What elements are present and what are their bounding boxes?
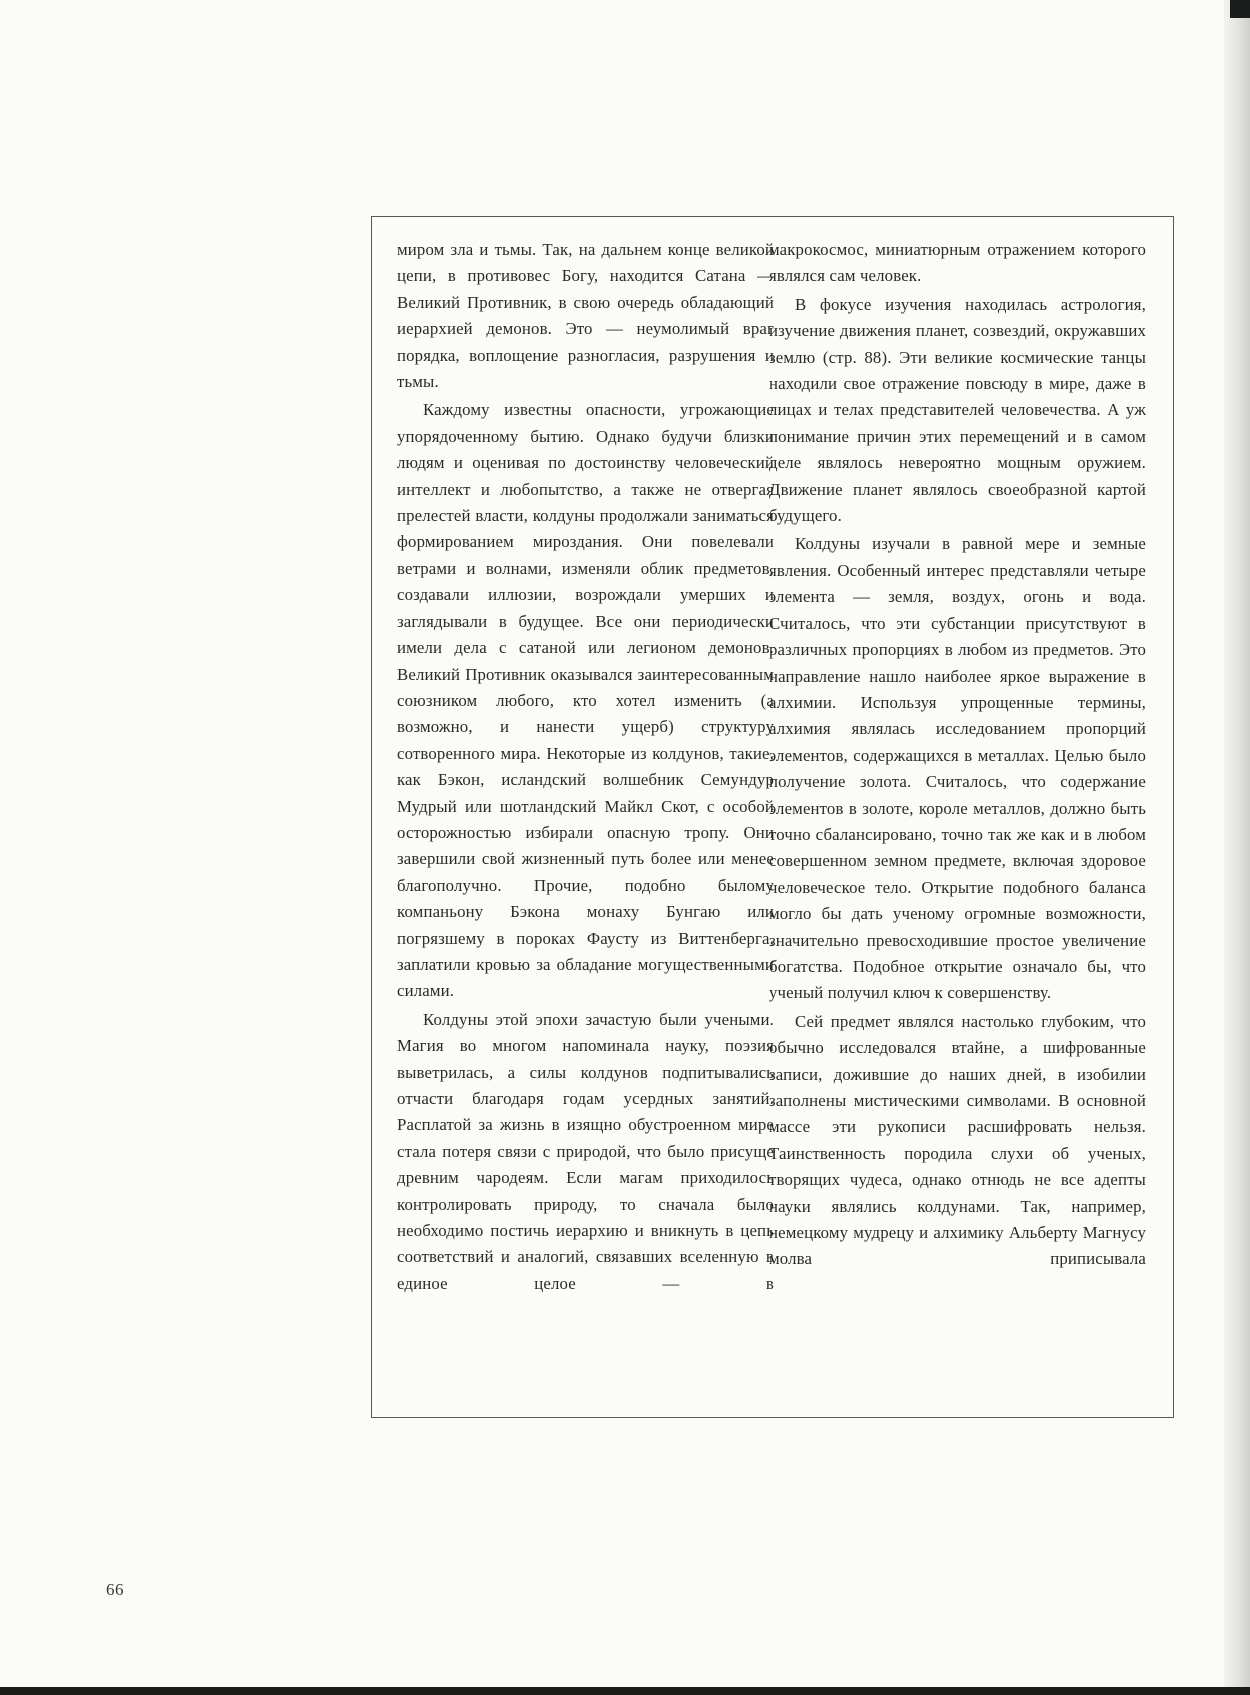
page-number: 66 [106,1580,124,1599]
scan-corner-mark [1230,0,1250,18]
paragraph: миром зла и тьмы. Так, на дальнем конце великой цепи, в противовес Богу, находится Сатана — Великий Противник, в свою очередь обладающий иерархией демонов. Это — неумолимый враг порядка, воплощение разногласия, разрушения и тьмы. [397,240,774,392]
right-column [769,237,1146,1273]
paragraph: В фокусе изучения находилась астрология, изучение движения планет, созвездий, окружавших землю (стр. 88). Эти великие космические танцы находили свое отражение повсюду в мире, даже в лицах и телах представителей человечества. А уж понимание причин этих перемещений и в самом деле являлось невероятно мощным оружием. Движение планет являлось своеобразной картой будущего. [769,294,1146,526]
paragraph: Колдуны изучали в равной мере и земные явления. Особенный интерес представляли четыре элемента — земля, воздух, огонь и вода. Считалось, что эти субстанции присутствуют в различных пропорциях в любом из предметов. Это направление нашло наиболее яркое выражение в алхимии. Используя упрощенные термины, алхимия являлась исследованием пропорций элементов, содержащихся в металлах. Целью было получение золота. Считалось, что содержание элементов в золоте, короле металлов, должно быть точно сбалансировано, точно так же как и в любом совершенном земном предмете, включая здоровое человеческое тело. Открытие подобного баланса могло бы дать ученому огромные возможности, значительно превосходившие простое увеличение богатства. Подобное открытие означало бы, что ученый получил ключ к совершенству. [769,534,1146,1003]
scan-bottom-border [0,1687,1250,1695]
text-frame [371,216,1174,1418]
page-edge-shadow [1224,0,1250,1695]
paragraph: Каждому известны опасности, угрожающие упорядоченному бытию. Однако будучи близки людям и оценивая по достоинству человеческий интеллект и любопытство, а также не отвергая прелестей власти, колдуны продолжали заниматься формированием мироздания. Они повелевали ветрами и волнами, изменяли облик предметов, создавали иллюзии, возрождали умерших и заглядывали в будущее. Все они периодически имели дела с сатаной или легионом демонов. Великий Противник оказывался заинтересованным союзником любого, кто хотел изменить (а возможно, и нанести ущерб) структуру сотворенного мира. Некоторые из колдунов, такие, как Бэкон, исландский волшебник Семундур Мудрый или шотландский Майкл Скот, с особой осторожностью избирали опасную тропу. Они завершили свой жизненный путь более или менее благополучно. Прочие, подобно былому компаньону Бэкона монаху Бунгаю или погрязшему в пороках Фаусту из Виттенберга, заплатили кровью за обладание могущественными силами. [397,400,774,1001]
left-column [397,237,774,1297]
paragraph: макрокосмос, миниатюрным отражением которого являлся сам человек. [769,240,1146,286]
paragraph: Сей предмет являлся настолько глубоким, что обычно исследовался втайне, а шифрованные записи, дожившие до наших дней, в изобилии заполнены мистическими символами. В основной массе эти рукописи расшифровать нельзя. Таинственность породила слухи об ученых, творящих чудеса, однако отнюдь не все адепты науки являлись колдунами. Так, например, немецкому мудрецу и алхимику Альберту Магнусу молва приписывала [769,1011,1146,1269]
paragraph: Колдуны этой эпохи зачастую были учеными. Магия во многом напоминала науку, поэзия выветрилась, а силы колдунов подпитывались отчасти благодаря годам усердных занятий. Расплатой за жизнь в изящно обустроенном мире стала потеря связи с природой, что было присуще древним чародеям. Если магам приходилось контролировать природу, то сначала было необходимо постичь иерархию и вникнуть в цепь соответствий и аналогий, связавших вселенную в единое целое — в [397,1009,774,1293]
